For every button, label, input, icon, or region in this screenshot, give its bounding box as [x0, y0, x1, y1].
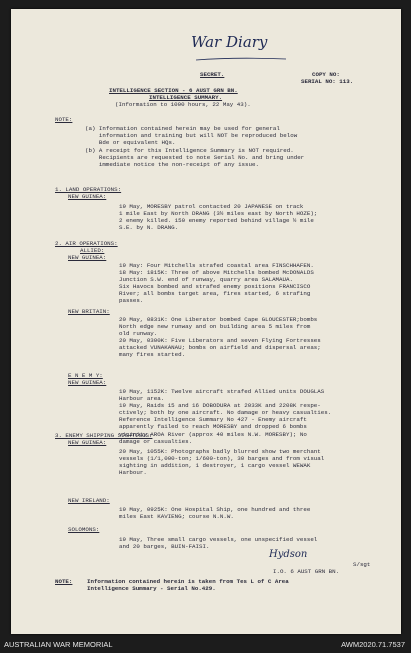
copy-no-label: COPY NO: [312, 71, 340, 78]
signature-handwritten: Hydson [269, 549, 308, 560]
section2-heading: 2. AIR OPERATIONS: [55, 240, 118, 247]
section3-solomons: SOLOMONS: [68, 526, 100, 533]
section2-enemy-new-guinea: NEW GUINEA: [68, 379, 107, 386]
doc-title-line2: INTELLIGENCE SUMMARY. [149, 94, 223, 101]
section3-sol-text: 19 May, Three small cargo vessels, one unspecified vessel and 20 barges, BUIN-FAISI. [119, 536, 318, 551]
note-label: NOTE: [55, 116, 73, 123]
section2-enemy-text: 19 May, 1152K: Twelve aircraft strafed Allied units DOUGLAS Harbour area. 19 May, Raids 15 and 16 DOBODURA at 2033K and 2208K respe- ctively; both by one aircraft. No damage or heavy casualties. Reference Intelligence Summary No 427 - Enemy aircraft apparently failed to reach MORESBY and dropped 6 bombs vicinity AROA River (approx 40 miles N.W. MORESBY); No damage or casualties. [119, 388, 332, 445]
section3-ni-text: 19 May, 0925K: One Hospital Ship, one hundred and three miles East KAVIENG; course N.N.W. [119, 506, 311, 521]
secret-label: SECRET. [200, 71, 225, 78]
section1-heading: 1. LAND OPERATIONS: [55, 186, 122, 193]
serial-no-label: SERIAL NO: 113. [301, 78, 354, 85]
section2-nb-text: 20 May, 0831K: One Liberator bombed Cape GLOUCESTER;bombs North edge new runway and on building area 5 miles from old runway. 20 May, 0300K: Five Liberators and seven Flying Fortresses attacked VUNAKANAU; bombs on airfield and dispersal areas; many fires started. [119, 316, 321, 359]
document-page [11, 9, 401, 634]
signature-rank: S/sgt [353, 561, 371, 568]
note-a: (a) Information contained herein may be used for general information and training but will NOT be reproduced below Bde or equivalent HQs. [85, 125, 298, 147]
doc-title-line3: (Information to 1000 hours, 22 May 43). [115, 101, 251, 108]
section2-new-britain: NEW BRITAIN: [68, 308, 110, 315]
archive-footer [0, 636, 411, 653]
section2-enemy: E N E M Y: [68, 372, 103, 379]
section2-allied: ALLIED: [80, 247, 105, 254]
section1-text: 19 May, MORESBY patrol contacted 20 JAPANESE on track 1 mile East by North DRANG (3½ miles east by North HOZE); 2 enemy killed. 150 enemy reported behind village ½ mile S.E. by N. DRANG. [119, 203, 318, 232]
section3-ng-text: 20 May, 1055K: Photographs badly blurred show two merchant vessels (1/1,000-ton; 1/600-ton), 30 barges and from visual sighting in addition, 1 destroyer, 1 cargo vessel WEWAK Harbour. [119, 448, 325, 477]
footer-note-text: Information contained herein is taken from Tes L of C Area Intelligence Summary - Serial No.429. [87, 578, 289, 593]
footer-catalog-id: AWM2020.71.7537 [341, 640, 405, 649]
section3-new-guinea: NEW GUINEA: [68, 439, 107, 446]
section1-new-guinea: NEW GUINEA: [68, 193, 107, 200]
footer-note-label: NOTE: [55, 578, 73, 585]
note-b: (b) A receipt for this Intelligence Summary is NOT required. Recipients are requested to note Serial No. and bring under immediate notice the non-receipt of any issue. [85, 147, 305, 169]
signature-unit: I.O. 6 AUST GRN BN. [273, 568, 340, 575]
section2-ng-text: 19 May: Four Mitchells strafed coastal area FINSCHHAFEN. 18 May: 1815K: Three of above Mitchells bombed McDONALDS Junction S.W. end of runway, quarry area SALAMAUA. Six Havocs bombed and strafed enemy positions FRANCISCO River; all bombs target area, fires started, 6 strafing passes. [119, 262, 314, 305]
section3-heading: 3. ENEMY SHIPPING SIGHTINGS: [55, 432, 153, 439]
footer-source: AUSTRALIAN WAR MEMORIAL [4, 640, 113, 649]
title-underline-stroke [194, 56, 289, 62]
doc-title-line1: INTELLIGENCE SECTION - 6 AUST GRN BN. [109, 87, 238, 94]
handwritten-title: War Diary [191, 33, 268, 51]
section3-new-ireland: NEW IRELAND: [68, 497, 110, 504]
section2-new-guinea: NEW GUINEA: [68, 254, 107, 261]
